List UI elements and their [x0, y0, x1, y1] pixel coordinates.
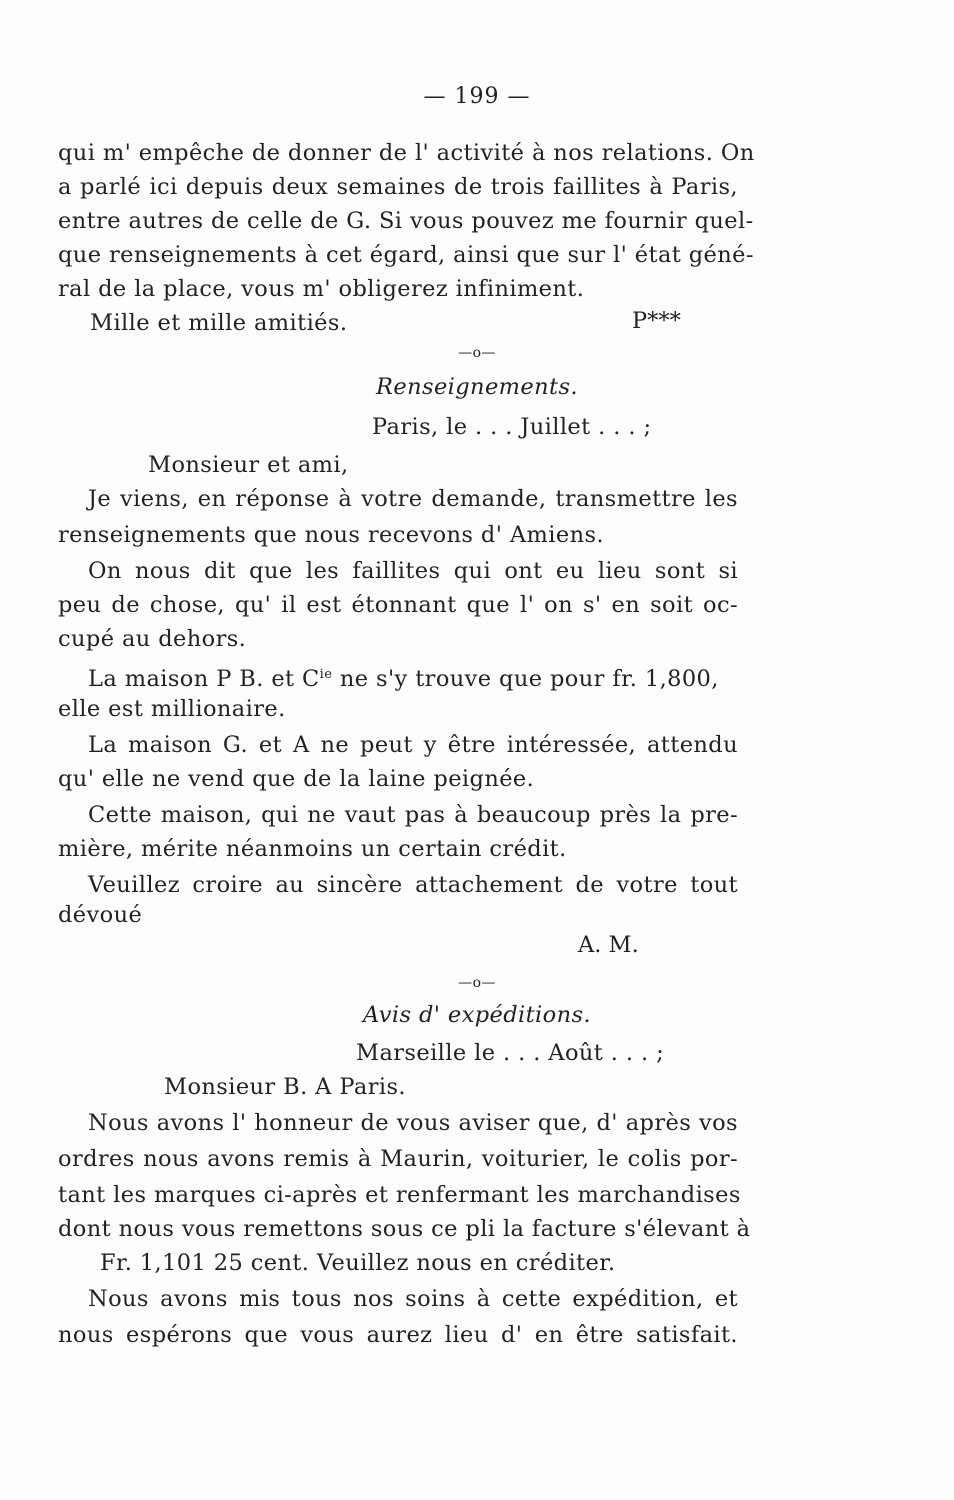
text-line: elle est millionaire.	[58, 696, 286, 722]
text-line: renseignements que nous recevons d' Amiens.	[58, 522, 604, 548]
text-line: Nous avons l' honneur de vous aviser que, d' après vos	[88, 1110, 738, 1136]
text-line: cupé au dehors.	[58, 626, 247, 652]
text-line: mière, mérite néanmoins un certain crédit.	[58, 836, 567, 862]
text-line: qui m' empêche de donner de l' activité à nos relations. On	[58, 140, 755, 166]
salutation: Monsieur B. A Paris.	[164, 1074, 406, 1100]
text-line: Cette maison, qui ne vaut pas à beaucoup près la pre-	[88, 802, 738, 828]
text-line: dévoué	[58, 902, 143, 928]
text-line: dont nous vous remettons sous ce pli la facture s'élevant à	[58, 1216, 751, 1242]
text-line: qu' elle ne vend que de la laine peignée.	[58, 766, 535, 792]
closing-line: Mille et mille amitiés.	[90, 310, 348, 336]
signature: A. M.	[578, 932, 639, 958]
date-line: Marseille le . . . Août . . . ;	[356, 1040, 665, 1066]
text-line: On nous dit que les faillites qui ont eu lieu sont si	[88, 558, 738, 584]
text-line: ral de la place, vous m' obligerez infiniment.	[58, 276, 585, 302]
text-line: ordres nous avons remis à Maurin, voiturier, le colis por-	[58, 1146, 738, 1172]
text-line	[58, 658, 738, 696]
text-line: Je viens, en réponse à votre demande, transmettre les	[88, 486, 738, 512]
text-line: Nous avons mis tous nos soins à cette expédition, et	[88, 1286, 738, 1312]
text-line: Veuillez croire au sincère attachement de votre tout	[88, 872, 738, 898]
text-line: nous espérons que vous aurez lieu d' en être satisfait.	[58, 1322, 738, 1348]
text-line: entre autres de celle de G. Si vous pouvez me fournir quel-	[58, 208, 754, 234]
section-title: Renseignements.	[376, 374, 578, 400]
text-fragment: La maison P B. et $C^{ie}$ ne s'y trouve que pour fr. 1,800,	[88, 666, 719, 692]
section-title: Avis d' expéditions.	[363, 1002, 591, 1028]
date-line: Paris, le . . . Juillet . . . ;	[372, 414, 652, 440]
text-line: tant les marques ci-après et renfermant les marchandises	[58, 1182, 741, 1208]
page-number: — 199 —	[423, 84, 531, 109]
text-line: La maison G. et A ne peut y être intéressée, attendu	[88, 732, 738, 758]
text-line: Fr. 1,101 25 cent. Veuillez nous en créditer.	[100, 1250, 616, 1276]
separator: —o—	[458, 975, 496, 991]
text-line: a parlé ici depuis deux semaines de trois faillites à Paris,	[58, 174, 738, 200]
text-line: que renseignements à cet égard, ainsi que sur l' état géné-	[58, 242, 754, 268]
salutation: Monsieur et ami,	[148, 452, 349, 478]
signature: P***	[632, 308, 681, 334]
text-line: peu de chose, qu' il est étonnant que l' on s' en soit oc-	[58, 592, 738, 618]
separator: —o—	[458, 345, 496, 361]
